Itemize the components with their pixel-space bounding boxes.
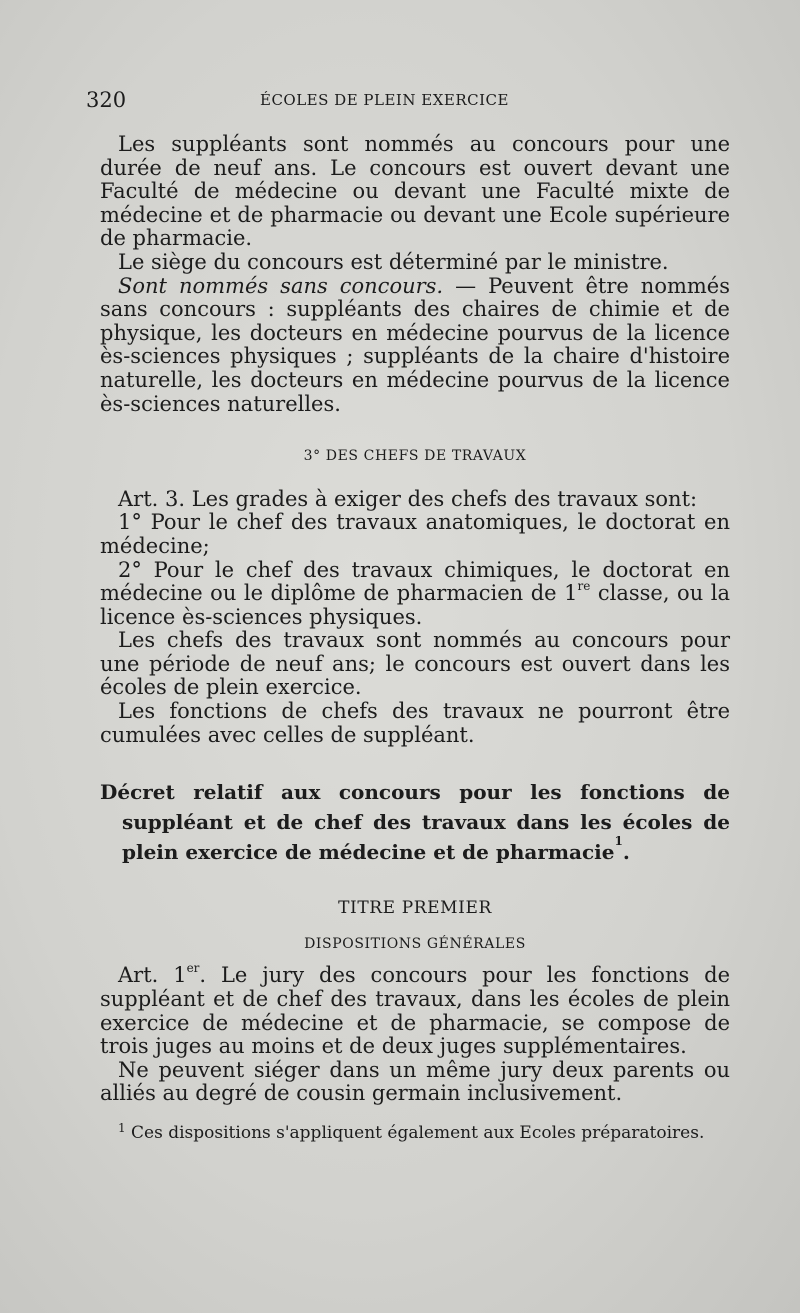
item-2-text-b: classe, ou la licence ès-sciences physiques. <box>100 581 730 629</box>
article-3-item-1: 1° Pour le chef des travaux anatomiques, le doctorat en médecine; <box>100 510 730 558</box>
decree-title-period: . <box>622 840 630 865</box>
decree-title <box>100 777 730 867</box>
italic-lead: Sont nommés sans concours. <box>118 273 444 298</box>
paragraph-chefs-nommes: Les chefs des travaux sont nommés au concours pour une période de neuf ans; le concours est ouvert dans les écoles de plein exercice. <box>100 628 730 700</box>
paragraph-siege-concours: Le siège du concours est déterminé par le ministre. <box>118 249 669 274</box>
footnote-reference: 1 <box>614 834 623 849</box>
running-title: ÉCOLES DE PLEIN EXERCICE <box>260 91 509 109</box>
paragraph-parents-allies: Ne peuvent siéger dans un même jury deux parents ou alliés au degré de cousin germain inclusivement. <box>100 1057 730 1106</box>
paragraph-fonctions-cumul: Les fonctions de chefs des travaux ne pourront être cumulées avec celles de suppléant. <box>100 699 730 747</box>
article-3-item-2 <box>100 559 730 630</box>
footnote-mark: 1 <box>118 1121 126 1135</box>
article-3: Art. 3. Les grades à exiger des chefs des travaux sont: <box>118 486 698 511</box>
page-body <box>100 133 730 1143</box>
section-heading-chefs-travaux: 3° DES CHEFS DE TRAVAUX <box>303 448 527 465</box>
superscript-er: er <box>186 961 200 976</box>
article-1-label: Art. 1 <box>118 963 187 988</box>
footnote <box>100 1121 730 1143</box>
page-number: 320 <box>86 88 127 112</box>
decree-title-text: Décret relatif aux concours pour les fonctions de suppléant et de chef des travaux dans les écoles de plein exercice de médecine et de pharmacie <box>100 780 730 865</box>
superscript-re: re <box>577 579 591 594</box>
dispositions-generales-heading: DISPOSITIONS GÉNÉRALES <box>304 935 526 952</box>
item-2-text-a: 2° Pour le chef des travaux chimiques, le doctorat en médecine ou le diplôme de pharmacien de 1 <box>100 557 730 606</box>
paragraph-sans-concours <box>100 275 730 417</box>
paragraph-suppleants-duree: Les suppléants sont nommés au concours pour une durée de neuf ans. Le concours est ouvert devant une Faculté de médecine ou devant une Faculté mixte de médecine et de pharmacie ou devant une Ecole supérieure de pharmacie. <box>100 132 730 251</box>
footnote-text: Ces dispositions s'appliquent également aux Ecoles préparatoires. <box>125 1123 705 1143</box>
article-1-text: . Le jury des concours pour les fonctions de suppléant et de chef des travaux, dans les écoles de plein exercice de médecine et de pharmacie, se compose de trois juges au moins et de deux juges supplémentaires. <box>100 963 730 1059</box>
titre-premier-heading: TITRE PREMIER <box>338 898 492 919</box>
page-header <box>86 88 740 116</box>
article-1 <box>100 961 730 1059</box>
paragraph-sans-concours-text: — Peuvent être nommés sans concours : suppléants des chaires de chimie et de physique, les docteurs en médecine pourvus de la licence ès-sciences physiques ; suppléants de la chaire d'histoire naturelle, les docteurs en médecine pourvus de la licence ès-sciences naturelles. <box>100 273 730 416</box>
